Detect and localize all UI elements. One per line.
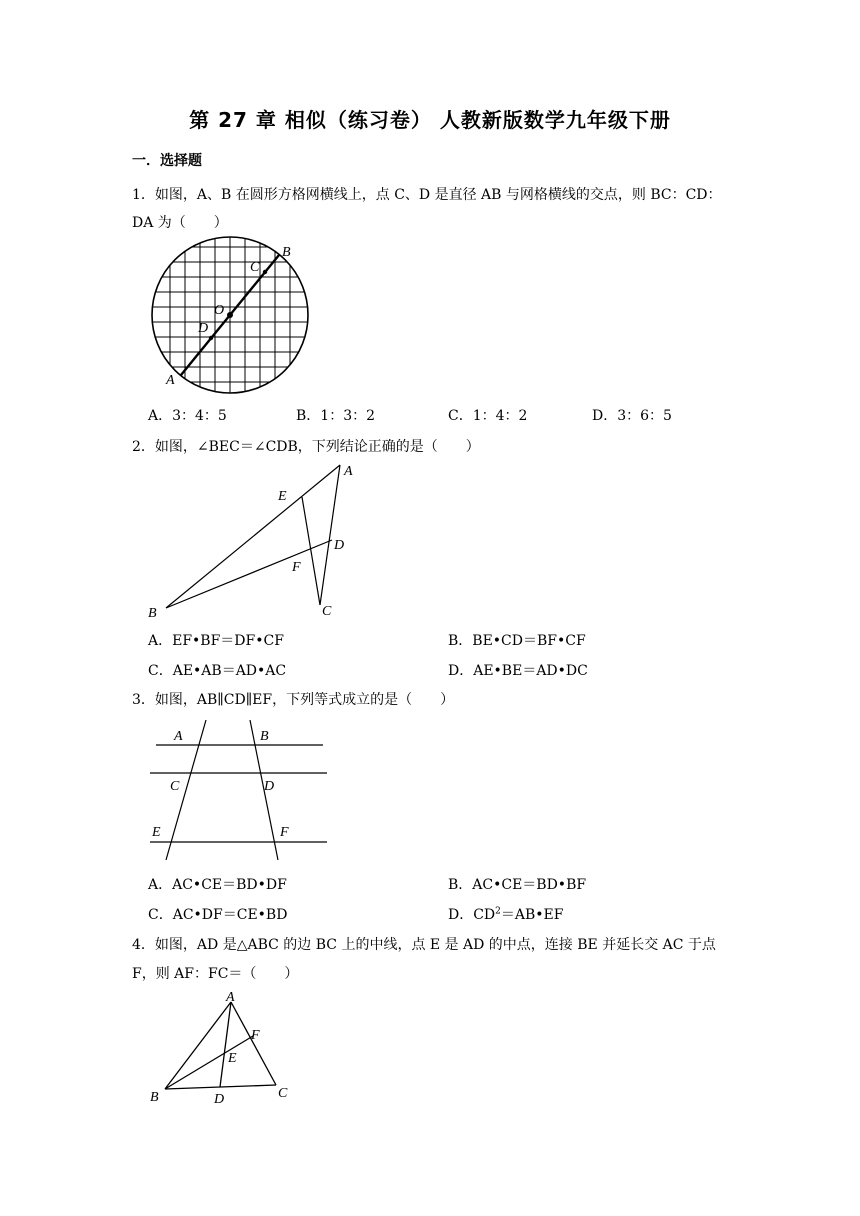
q2-label-f: F bbox=[292, 560, 301, 575]
q4-label-c: C bbox=[278, 1086, 288, 1101]
q4-label-f: F bbox=[251, 1028, 260, 1043]
q3-label-e: E bbox=[152, 825, 161, 840]
q3-option-a: A．AC•CE＝BD•DF bbox=[148, 877, 287, 893]
q4-stem-line1: 4．如图，AD 是△ABC 的边 BC 上的中线，点 E 是 AD 的中点，连接 BE 并延长交 AC 于点 bbox=[132, 937, 716, 953]
q1-point-c bbox=[263, 270, 267, 274]
q3-option-b: B．AC•CE＝BD•BF bbox=[448, 877, 587, 893]
q4-label-e: E bbox=[228, 1051, 237, 1066]
q2-label-b: B bbox=[148, 606, 157, 621]
q3-figure bbox=[140, 718, 340, 868]
q2-label-e: E bbox=[278, 489, 287, 504]
q1-label-d: D bbox=[198, 321, 209, 336]
q1-label-a: A bbox=[166, 373, 175, 388]
q3-label-d: D bbox=[264, 779, 275, 794]
q3-option-d-part1: D．CD bbox=[448, 907, 496, 923]
q2-figure bbox=[140, 455, 370, 625]
q3-label-a: A bbox=[174, 729, 183, 744]
q1-label-o: O bbox=[214, 303, 225, 318]
q3-option-c: C．AC•DF＝CE•BD bbox=[148, 907, 288, 923]
q1-option-d: D．3：6：5 bbox=[592, 408, 672, 424]
q2-label-d: D bbox=[334, 538, 345, 553]
q2-option-a: A．EF•BF＝DF•CF bbox=[148, 633, 284, 649]
q4-stem-line2: F，则 AF：FC＝（ ） bbox=[132, 966, 299, 982]
q1-label-c: C bbox=[250, 260, 260, 275]
q2-label-a: A bbox=[344, 464, 353, 479]
q4-label-b: B bbox=[150, 1090, 159, 1105]
q4-figure bbox=[140, 985, 310, 1110]
page-title: 第 27 章 相似（练习卷） 人教新版数学九年级下册 bbox=[189, 108, 671, 132]
q4-label-a: A bbox=[226, 990, 235, 1005]
q1-figure bbox=[140, 232, 330, 392]
q3-label-f: F bbox=[280, 825, 289, 840]
q1-stem-line2: DA 为（ ） bbox=[132, 215, 228, 231]
q4-label-d: D bbox=[214, 1092, 225, 1107]
q1-stem-line1: 1．如图，A、B 在圆形方格网横线上，点 C、D 是直径 AB 与网格横线的交点，则 BC：CD： bbox=[132, 187, 722, 203]
q3-option-d bbox=[448, 904, 564, 924]
q1-label-b: B bbox=[282, 245, 291, 260]
q1-option-b: B．1：3：2 bbox=[296, 408, 376, 424]
q2-option-d: D．AE•BE＝AD•DC bbox=[448, 663, 588, 679]
q1-option-a: A．3：4：5 bbox=[148, 408, 227, 424]
q2-stem: 2．如图，∠BEC＝∠CDB，下列结论正确的是（ ） bbox=[132, 439, 480, 455]
q3-label-b: B bbox=[260, 729, 269, 744]
q2-option-b: B．BE•CD＝BF•CF bbox=[448, 633, 586, 649]
q3-option-d-part2: ＝AB•EF bbox=[500, 907, 564, 923]
q2-option-c: C．AE•AB＝AD•AC bbox=[148, 663, 287, 679]
q1-option-c: C．1：4：2 bbox=[448, 408, 528, 424]
q2-label-c: C bbox=[322, 604, 332, 619]
q3-label-c: C bbox=[170, 779, 180, 794]
q3-option-d-exponent: 2 bbox=[495, 906, 501, 917]
q3-stem: 3．如图，AB∥CD∥EF，下列等式成立的是（ ） bbox=[132, 692, 455, 708]
section-heading: 一．选择题 bbox=[132, 153, 202, 169]
q1-point-d bbox=[209, 336, 213, 340]
q1-point-o bbox=[227, 312, 233, 318]
